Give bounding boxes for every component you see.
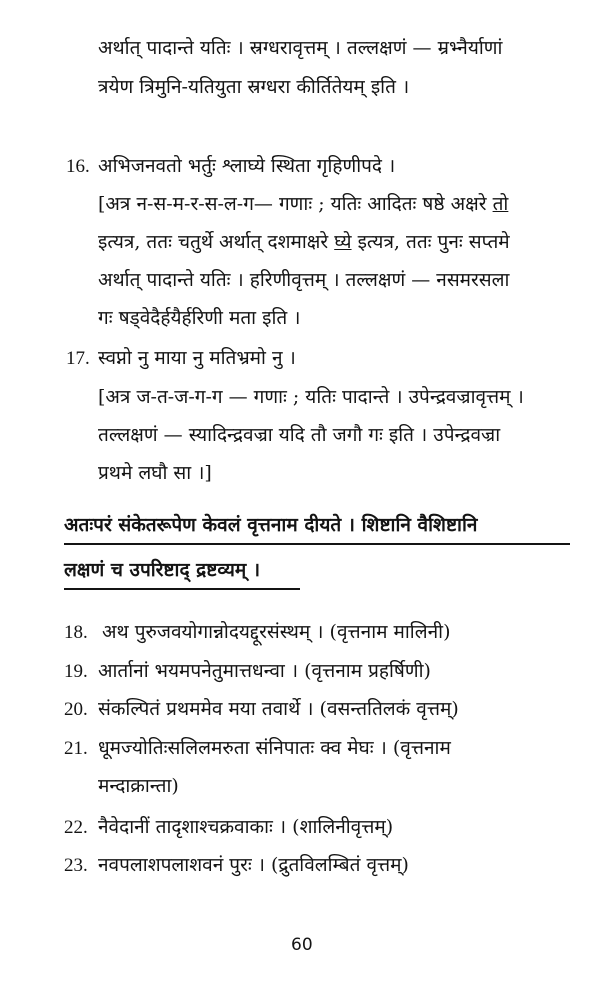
list-item-23 <box>64 853 409 878</box>
list-item-22 <box>64 815 393 840</box>
verse-text: अभिजनवतो भर्तुः श्लाघ्ये स्थिता गृहिणीपदे । <box>98 155 396 177</box>
verse-16 <box>66 154 395 179</box>
list-number: 22. <box>64 817 88 838</box>
verse-text: स्वप्नो नु माया नु मतिभ्रमो नु । <box>98 347 296 369</box>
list-text: नैवेदानीं तादृशाश्चक्रवाकाः । (शालिनीवृत्तम्) <box>98 816 394 838</box>
list-number: 23. <box>64 855 88 876</box>
page-number: 60 <box>291 935 313 955</box>
list-item-21 <box>64 736 451 761</box>
list-item-20 <box>64 697 459 722</box>
verse-number: 16. <box>66 156 90 177</box>
list-number: 19. <box>64 661 88 682</box>
list-text: धूमज्योतिःसलिलमरुता संनिपातः क्व मेघः । (वृत्तनाम <box>98 737 451 759</box>
note-text: इत्यत्र, ततः पुनः सप्तमे <box>351 231 510 253</box>
verse-17-note-line-2: तल्लक्षणं — स्यादिन्द्रवज्रा यदि तौ जगौ गः इति । उपेन्द्रवज्रा <box>98 424 501 446</box>
list-item-19 <box>64 659 431 684</box>
list-number: 18. <box>64 622 88 643</box>
verse-17-note-line-1: [अत्र ज-त-ज-ग-ग — गणाः ; यतिः पादान्ते । उपेन्द्रवज्रावृत्तम् । <box>98 386 524 408</box>
verse-17 <box>66 346 296 371</box>
verse-number: 17. <box>66 348 90 369</box>
list-text: संकल्पितं प्रथममेव मया तवार्थे । (वसन्ततिलकं वृत्तम्) <box>98 698 459 720</box>
verse-16-note-line-1 <box>98 192 508 216</box>
intro-line-2: त्रयेण त्रिमुनि-यतियुता स्रग्धरा कीर्तितेयम् इति । <box>98 76 410 98</box>
list-number: 20. <box>64 699 88 720</box>
section-heading-line-2: लक्षणं च उपरिष्टाद् द्रष्टव्यम् । <box>64 559 261 581</box>
underlined-syllable: तो <box>492 193 509 215</box>
list-text: आर्तानां भयमपनेतुमात्तधन्वा । (वृत्तनाम प्रहर्षिणी) <box>98 660 431 682</box>
list-text: अथ पुरुजवयोगान्नोदयद्दूरसंस्थम् । (वृत्तनाम मालिनी) <box>102 621 451 643</box>
list-number: 21. <box>64 738 88 759</box>
intro-line-1: अर्थात् पादान्ते यतिः । स्रग्धरावृत्तम् । तल्लक्षणं — म्रभ्नैर्याणां <box>98 37 503 59</box>
list-text: नवपलाशपलाशवनं पुरः । (द्रुतविलम्बितं वृत्तम्) <box>98 854 409 876</box>
heading-underline <box>64 588 300 590</box>
section-heading-line-1: अतःपरं संकेतरूपेण केवलं वृत्तनाम दीयते । शिष्टानि वैशिष्टानि <box>64 514 478 536</box>
verse-16-note-line-3: अर्थात् पादान्ते यतिः । हरिणीवृत्तम् । तल्लक्षणं — नसमरसला <box>98 269 510 291</box>
underlined-syllable: घ्ये <box>334 231 352 253</box>
note-text: [अत्र न-स-म-र-स-ल-ग— गणाः ; यतिः आदितः षष्ठे अक्षरे <box>98 193 493 215</box>
verse-17-note-line-3: प्रथमे लघौ सा ।] <box>98 462 212 484</box>
note-text: इत्यत्र, ततः चतुर्थे अर्थात् दशमाक्षरे <box>98 231 335 253</box>
list-item-18 <box>64 620 450 645</box>
list-item-21-cont: मन्दाक्रान्ता) <box>98 775 179 797</box>
verse-16-note-line-2 <box>98 230 510 254</box>
heading-underline <box>64 543 570 545</box>
verse-16-note-line-4: गः षड्वेदैर्हयैर्हरिणी मता इति । <box>98 307 301 329</box>
